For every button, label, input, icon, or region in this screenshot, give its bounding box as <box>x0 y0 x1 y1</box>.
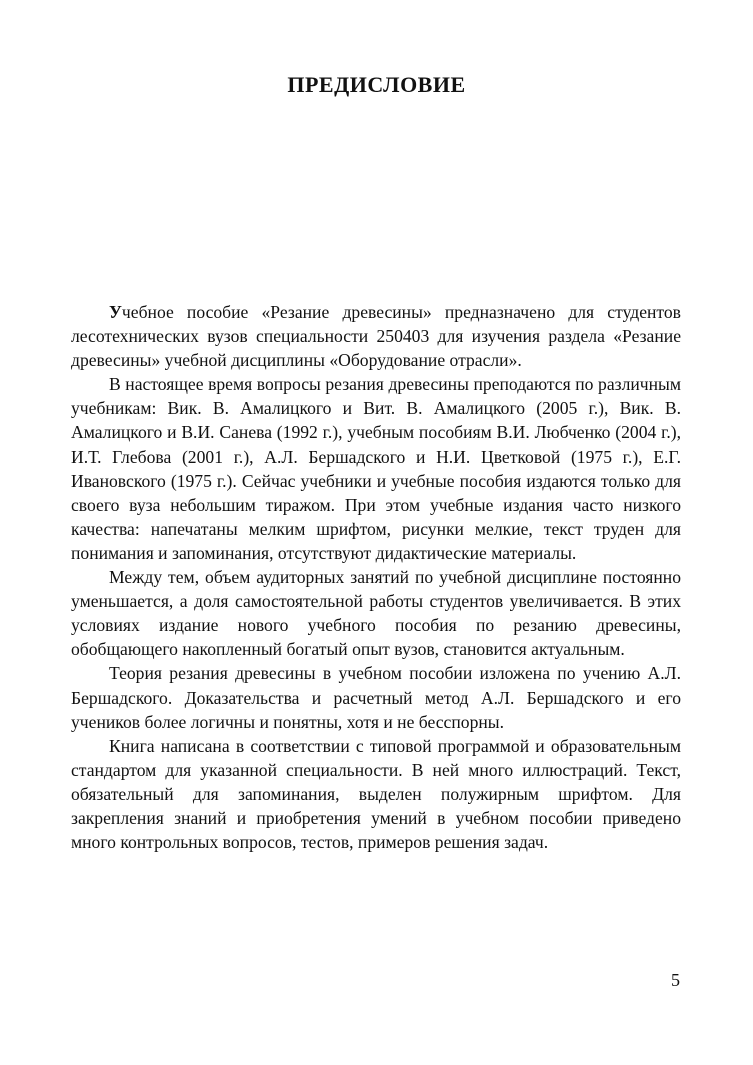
paragraph-4: Теория резания древесины в учебном пособии изложена по учению А.Л. Бершадского. Доказательства и расчетный метод А.Л. Бершадского и его учеников более логичны и понятны, хотя и не бесспорны. <box>71 663 681 732</box>
paragraph-3: Между тем, объем аудиторных занятий по учебной дисциплине постоянно уменьшается, а доля самостоятельной работы студентов увеличивается. В этих условиях издание нового учебного пособия по резанию древесины, обобщающего накопленный богатый опыт вузов, становится актуальным. <box>71 567 681 660</box>
paragraph-2: В настоящее время вопросы резания древесины преподаются по различным учебникам: Вик. В. Амалицкого и Вит. В. Амалицкого (2005 г.), Вик. В. Амалицкого и В.И. Санева (1992 г.), учебным пособиям В.И. Любченко (2004 г.), И.Т. Глебова (2001 г.), А.Л. Бершадского и Н.И. Цветковой (1975 г.), Е.Г. Ивановского (1975 г.). Сейчас учебники и учебные пособия издаются только для своего вуза небольшим тиражом. При этом учебные издания часто низкого качества: напечатаны мелким шрифтом, рисунки мелкие, текст труден для понимания и запоминания, отсутствуют дидактические материалы. <box>71 374 681 563</box>
paragraph-1 <box>71 300 681 372</box>
paragraph-1-initial: У <box>109 302 122 322</box>
paragraph-1-text: чебное пособие «Резание древесины» предназначено для студентов лесотехнических вузов специальности 250403 для изучения раздела «Резание древесины» учебной дисциплины «Оборудование отрасли». <box>71 302 681 371</box>
paragraph-5: Книга написана в соответствии с типовой программой и образовательным стандартом для указанной специальности. В ней много иллюстраций. Текст, обязательный для запоминания, выделен полужирным шрифтом. Для закрепления знаний и приобретения умений в учебном пособии приведено много контрольных вопросов, тестов, примеров решения задач. <box>71 735 681 853</box>
body-text <box>71 300 681 854</box>
page-title: ПРЕДИСЛОВИЕ <box>287 72 466 97</box>
page-number: 5 <box>671 970 680 990</box>
